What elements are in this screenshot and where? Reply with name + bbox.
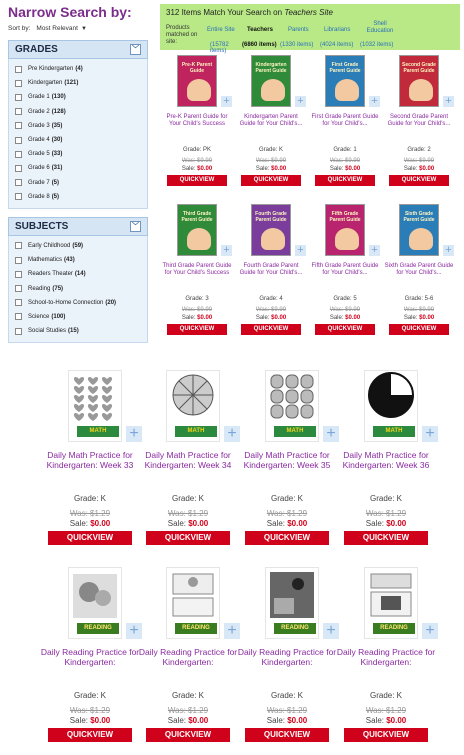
facet-option[interactable] — [15, 90, 141, 104]
product-cover-image[interactable] — [68, 370, 122, 442]
facet-option-count: (4) — [75, 66, 83, 73]
quickview-button[interactable]: QUICKVIEW — [315, 175, 375, 186]
worksheet-illustration — [365, 371, 417, 429]
product-was-price: Was: $1.29 — [266, 706, 308, 715]
product-cover-image[interactable] — [399, 55, 439, 107]
facet-option-count: (31) — [51, 165, 63, 172]
product-cover-image[interactable] — [364, 567, 418, 639]
checkbox[interactable] — [15, 285, 22, 292]
worksheet-illustration — [69, 371, 121, 429]
audience-count: (6860 items) — [242, 42, 277, 48]
checkbox[interactable] — [15, 137, 22, 144]
product-title-link[interactable]: Daily Math Practice for Kindergarten: Week 36 — [342, 450, 430, 470]
sale-value: $0.00 — [90, 519, 111, 528]
add-to-list-icon[interactable]: + — [126, 623, 142, 639]
checkbox[interactable] — [15, 151, 22, 158]
grades-facet-title: GRADES — [15, 44, 58, 55]
quickview-button[interactable]: QUICKVIEW — [315, 324, 375, 335]
facet-option-count: (130) — [51, 94, 66, 101]
product-was-price: Was: $1.29 — [69, 706, 111, 715]
facet-option-label: Grade 5 — [28, 151, 50, 158]
checkbox[interactable] — [15, 313, 22, 320]
audience-count[interactable]: (15782 items) — [210, 42, 229, 54]
facet-option-count: (5) — [51, 179, 60, 186]
product-cover-image[interactable] — [251, 204, 291, 256]
facet-option[interactable] — [15, 281, 141, 295]
product-title-link[interactable]: Daily Reading Practice for Kindergarten: — [336, 647, 436, 667]
audience-count[interactable]: (4024 items) — [320, 42, 354, 48]
facet-option[interactable] — [15, 76, 141, 90]
product-cover-image[interactable] — [251, 55, 291, 107]
product-title-link[interactable]: Daily Math Practice for Kindergarten: Week 34 — [144, 450, 232, 470]
sort-by-label: Sort by: — [8, 25, 31, 32]
narrow-search-sidebar — [8, 4, 148, 343]
subject-badge: READING — [77, 623, 119, 634]
product-cover-image[interactable] — [177, 204, 217, 256]
facet-option-label: Early Childhood — [28, 242, 71, 249]
product-sale-price — [310, 166, 380, 172]
facet-option-label: Pre Kindergarten — [28, 66, 74, 73]
facet-option-count: (43) — [64, 257, 75, 264]
facet-option-count: (5) — [51, 193, 60, 200]
quickview-button[interactable]: QUICKVIEW — [389, 324, 449, 335]
product-cover-image[interactable] — [68, 567, 122, 639]
facet-option-label: Reading — [28, 285, 51, 292]
product-was-price: Was: $1.29 — [69, 509, 111, 518]
add-to-list-icon[interactable]: + — [221, 96, 232, 107]
quickview-button[interactable]: QUICKVIEW — [344, 728, 428, 742]
sale-label: Sale: — [181, 315, 198, 321]
add-to-list-icon[interactable]: + — [323, 426, 339, 442]
cover-title: First Grade Parent Guide — [329, 62, 361, 74]
sale-value: $0.00 — [386, 716, 407, 725]
sale-value: $0.00 — [197, 166, 213, 172]
product-title-link[interactable]: Third Grade Parent Guide for Your Child's Success — [162, 263, 232, 276]
facet-option-label: Grade 1 — [28, 94, 50, 101]
quickview-button[interactable]: QUICKVIEW — [241, 324, 301, 335]
sale-value: $0.00 — [345, 315, 361, 321]
product-was-price: Was: $1.29 — [365, 706, 407, 715]
product-title-link[interactable]: Fourth Grade Parent Guide for Your Child's... — [239, 263, 303, 276]
product-title-link[interactable]: Daily Reading Practice for Kindergarten: — [40, 647, 140, 667]
product-grade: Grade: 5 — [333, 296, 357, 302]
facet-option[interactable] — [15, 296, 141, 310]
cover-title: Third Grade Parent Guide — [181, 211, 213, 223]
add-to-list-icon[interactable]: + — [422, 623, 438, 639]
product-was-price: Was: $9.99 — [181, 307, 213, 313]
facet-option-label: Grade 4 — [28, 137, 50, 144]
checkbox[interactable] — [15, 179, 22, 186]
worksheet-illustration — [266, 371, 318, 429]
product-title-link[interactable]: Daily Math Practice for Kindergarten: Week 33 — [46, 450, 134, 470]
sale-value: $0.00 — [287, 519, 308, 528]
audience-tab[interactable]: Librarians — [324, 27, 351, 33]
quickview-button[interactable]: QUICKVIEW — [48, 728, 132, 742]
product-grade: Grade: K — [258, 147, 283, 153]
product-grade: Grade: 4 — [259, 296, 283, 302]
facet-option-label: School-to-Home Connection — [28, 299, 104, 306]
subject-badge: MATH — [274, 426, 316, 437]
sale-label: Sale: — [365, 519, 387, 528]
facet-option-count: (128) — [51, 108, 66, 115]
product-sale-price — [162, 315, 232, 321]
subject-badge: MATH — [77, 426, 119, 437]
facet-option-label: Grade 7 — [28, 179, 50, 186]
subjects-facet-title: SUBJECTS — [15, 220, 69, 232]
grades-facet-list — [8, 59, 148, 209]
facet-option[interactable] — [15, 267, 141, 281]
quickview-button[interactable]: QUICKVIEW — [389, 175, 449, 186]
facet-option[interactable] — [15, 190, 141, 204]
checkbox[interactable] — [15, 94, 22, 101]
product-sale-price — [237, 519, 337, 528]
quickview-button[interactable]: QUICKVIEW — [48, 531, 132, 545]
product-title-link[interactable]: First Grade Parent Guide for Your Child's... — [311, 114, 379, 127]
sale-value: $0.00 — [90, 716, 111, 725]
sale-label: Sale: — [365, 716, 387, 725]
product-was-price: Was: $1.29 — [365, 509, 407, 518]
add-to-list-icon[interactable]: + — [323, 623, 339, 639]
product-grade: Grade: PK — [182, 147, 211, 153]
product-title-link[interactable]: Kindergarten Parent Guide for Your Child's... — [239, 114, 303, 127]
child-photo — [409, 79, 433, 101]
sort-by-row — [8, 25, 148, 32]
product-grade: Grade: K — [73, 691, 106, 700]
product-cover-image[interactable] — [166, 370, 220, 442]
child-photo — [335, 79, 359, 101]
match-headline — [166, 8, 333, 17]
facet-option[interactable] — [15, 119, 141, 133]
product-cover-image[interactable] — [325, 204, 365, 256]
checkbox[interactable] — [15, 66, 22, 73]
facet-option[interactable] — [15, 239, 141, 253]
facet-option[interactable] — [15, 147, 141, 161]
facet-option-label: Social Studies — [28, 328, 67, 335]
quickview-button[interactable]: QUICKVIEW — [241, 175, 301, 186]
product-grade: Grade: K — [171, 494, 204, 503]
product-sale-price — [236, 166, 306, 172]
facet-option-count: (75) — [52, 285, 64, 292]
product-cover-image[interactable] — [399, 204, 439, 256]
product-was-price: Was: $9.99 — [329, 307, 361, 313]
sale-label: Sale: — [69, 519, 91, 528]
facet-option[interactable] — [15, 62, 141, 76]
checkbox[interactable] — [15, 122, 22, 129]
facet-option[interactable] — [15, 133, 141, 147]
sale-label: Sale: — [167, 716, 189, 725]
facet-option-label: Grade 2 — [28, 108, 50, 115]
child-photo — [409, 228, 433, 250]
product-sale-price — [237, 716, 337, 725]
product-was-price: Was: $9.99 — [181, 158, 213, 164]
facet-option-count: (20) — [105, 299, 117, 306]
sale-label: Sale: — [403, 166, 420, 172]
product-was-price: Was: $9.99 — [329, 158, 361, 164]
product-cover-image[interactable] — [265, 370, 319, 442]
checkbox[interactable] — [15, 271, 22, 278]
product-sale-price — [336, 519, 436, 528]
facet-option-count: (30) — [51, 137, 63, 144]
subject-badge: READING — [175, 623, 217, 634]
sale-label: Sale: — [167, 519, 189, 528]
child-photo — [187, 228, 211, 250]
chevron-down-icon[interactable]: ﹀ — [132, 222, 139, 230]
quickview-button[interactable]: QUICKVIEW — [146, 728, 230, 742]
checkbox[interactable] — [15, 242, 22, 249]
product-cover-image[interactable] — [166, 567, 220, 639]
subjects-facet-header[interactable] — [8, 217, 148, 236]
product-sale-price — [138, 716, 238, 725]
product-title-link[interactable]: Fifth Grade Parent Guide for Your Child's... — [311, 263, 379, 276]
audience-tab[interactable]: Shell Education — [366, 21, 394, 34]
worksheet-illustration — [69, 568, 121, 626]
checkbox[interactable] — [15, 80, 22, 87]
facet-option-label: Grade 6 — [28, 165, 50, 172]
product-cover-image[interactable] — [325, 55, 365, 107]
sort-by-value: Most Relevant — [36, 25, 78, 32]
cover-title: Second Grade Parent Guide — [402, 62, 436, 74]
sale-value: $0.00 — [345, 166, 361, 172]
product-sale-price — [138, 519, 238, 528]
cover-title: Kindergarten Parent Guide — [255, 62, 287, 74]
product-was-price: Was: $9.99 — [255, 158, 287, 164]
audience-count[interactable]: (1330 items) — [280, 42, 314, 48]
product-sale-price — [40, 519, 140, 528]
narrow-search-title: Narrow Search by: — [8, 4, 132, 20]
product-was-price: Was: $1.29 — [167, 509, 209, 518]
facet-option-count: (15) — [68, 328, 79, 335]
worksheet-illustration — [167, 371, 219, 429]
sale-label: Sale: — [329, 166, 346, 172]
add-to-list-icon[interactable]: + — [443, 96, 454, 107]
subjects-facet-list — [8, 236, 148, 343]
quickview-button[interactable]: QUICKVIEW — [167, 324, 227, 335]
product-title-link[interactable]: Sixth Grade Parent Guide for Your Child's... — [384, 263, 454, 276]
product-grade: Grade: K — [369, 691, 402, 700]
facet-option[interactable] — [15, 105, 141, 119]
product-grade: Grade: K — [270, 494, 303, 503]
facet-option[interactable] — [15, 253, 141, 267]
add-to-list-icon[interactable]: + — [295, 96, 306, 107]
product-sale-price — [40, 716, 140, 725]
cover-title: Fifth Grade Parent Guide — [329, 211, 361, 223]
product-sale-price — [310, 315, 380, 321]
facet-option-count: (14) — [74, 271, 86, 278]
sale-value: $0.00 — [197, 315, 213, 321]
product-title-link[interactable]: Second Grade Parent Guide for Your Child's... — [387, 114, 451, 127]
sale-label: Sale: — [255, 315, 272, 321]
product-grade: Grade: K — [171, 691, 204, 700]
product-grade: Grade: 3 — [185, 296, 209, 302]
sale-value: $0.00 — [188, 519, 209, 528]
sale-value: $0.00 — [419, 315, 435, 321]
facet-option[interactable] — [15, 176, 141, 190]
quickview-button[interactable]: QUICKVIEW — [344, 531, 428, 545]
checkbox[interactable] — [15, 299, 22, 306]
sale-label: Sale: — [403, 315, 420, 321]
facet-option-label: Grade 3 — [28, 122, 50, 129]
sort-by-select[interactable] — [36, 25, 87, 32]
product-sale-price — [162, 166, 232, 172]
checkbox[interactable] — [15, 108, 22, 115]
quickview-button[interactable]: QUICKVIEW — [245, 728, 329, 742]
subject-badge: READING — [274, 623, 316, 634]
product-sale-price — [236, 315, 306, 321]
audience-tab[interactable]: Entire Site — [207, 27, 235, 33]
add-to-list-icon[interactable]: + — [221, 245, 232, 256]
sale-label: Sale: — [266, 716, 288, 725]
match-site-name: Teachers Site — [284, 8, 333, 17]
facet-option-count: (59) — [72, 242, 84, 249]
product-grade: Grade: K — [73, 494, 106, 503]
quickview-button[interactable]: QUICKVIEW — [245, 531, 329, 545]
facet-option[interactable] — [15, 161, 141, 175]
cover-title: Sixth Grade Parent Guide — [403, 211, 435, 223]
checkbox[interactable] — [15, 193, 22, 200]
facet-option-count: (100) — [51, 313, 66, 320]
facet-option-label: Science — [28, 313, 50, 320]
worksheet-illustration — [167, 568, 219, 626]
sale-value: $0.00 — [271, 166, 287, 172]
product-title-link[interactable]: Daily Reading Practice for Kindergarten: — [138, 647, 238, 667]
product-sale-price — [384, 166, 454, 172]
add-to-list-icon[interactable]: + — [126, 426, 142, 442]
cover-title: Fourth Grade Parent Guide — [255, 211, 287, 223]
sale-label: Sale: — [69, 716, 91, 725]
grades-facet-header[interactable] — [8, 40, 148, 59]
cover-title: Pre-K Parent Guide — [181, 62, 213, 74]
subject-badge: MATH — [175, 426, 217, 437]
subject-badge: MATH — [373, 426, 415, 437]
product-sale-price — [336, 716, 436, 725]
chevron-down-icon[interactable]: ﹀ — [132, 46, 139, 53]
product-cover-image[interactable] — [364, 370, 418, 442]
sale-label: Sale: — [266, 519, 288, 528]
product-grade: Grade: K — [270, 691, 303, 700]
product-grade: Grade: 2 — [407, 147, 431, 153]
facet-option-count: (35) — [51, 122, 63, 129]
child-photo — [261, 228, 285, 250]
sale-value: $0.00 — [271, 315, 287, 321]
product-cover-image[interactable] — [177, 55, 217, 107]
facet-option-label: Kindergarten — [28, 80, 63, 87]
facet-option[interactable] — [15, 324, 141, 338]
add-to-list-icon[interactable]: + — [443, 245, 454, 256]
facet-option-label: Readers Theater — [28, 271, 73, 278]
product-title-link[interactable]: Pre-K Parent Guide for Your Child's Success — [166, 114, 228, 127]
add-to-list-icon[interactable]: + — [224, 426, 240, 442]
sale-label: Sale: — [329, 315, 346, 321]
child-photo — [187, 79, 211, 101]
product-was-price: Was: $1.29 — [266, 509, 308, 518]
caret-down-icon: ▼ — [80, 25, 87, 32]
checkbox[interactable] — [15, 165, 22, 172]
audience-count[interactable]: (1032 items) — [360, 42, 394, 48]
audience-tab[interactable]: Parents — [288, 27, 309, 33]
add-to-list-icon[interactable]: + — [369, 245, 380, 256]
product-title-link[interactable]: Daily Reading Practice for Kindergarten: — [237, 647, 337, 667]
sale-value: $0.00 — [419, 166, 435, 172]
worksheet-illustration — [266, 568, 318, 626]
products-matched-label: Products matched on site: — [166, 25, 198, 45]
sale-value: $0.00 — [188, 716, 209, 725]
sale-value: $0.00 — [386, 519, 407, 528]
subject-badge: READING — [373, 623, 415, 634]
sale-label: Sale: — [255, 166, 272, 172]
checkbox[interactable] — [15, 328, 22, 335]
add-to-list-icon[interactable]: + — [295, 245, 306, 256]
product-cover-image[interactable] — [265, 567, 319, 639]
checkbox[interactable] — [15, 257, 22, 264]
product-title-link[interactable]: Daily Math Practice for Kindergarten: Week 35 — [243, 450, 331, 470]
facet-option-label: Grade 8 — [28, 193, 50, 200]
search-match-bar — [160, 4, 460, 54]
product-grade: Grade: 1 — [333, 147, 357, 153]
quickview-button[interactable]: QUICKVIEW — [146, 531, 230, 545]
child-photo — [335, 228, 359, 250]
product-grade: Grade: 5-6 — [404, 296, 434, 302]
facet-option-count: (33) — [51, 151, 63, 158]
facet-option-label: Mathematics — [28, 257, 63, 264]
product-was-price: Was: $9.99 — [403, 158, 435, 164]
product-was-price: Was: $1.29 — [167, 706, 209, 715]
audience-tab[interactable]: Teachers — [247, 27, 273, 33]
facet-option-count: (121) — [64, 80, 79, 87]
child-photo — [261, 79, 285, 101]
product-was-price: Was: $9.99 — [403, 307, 435, 313]
add-to-list-icon[interactable]: + — [422, 426, 438, 442]
product-sale-price — [384, 315, 454, 321]
product-was-price: Was: $9.99 — [255, 307, 287, 313]
worksheet-illustration — [365, 568, 417, 626]
add-to-list-icon[interactable]: + — [369, 96, 380, 107]
sale-value: $0.00 — [287, 716, 308, 725]
add-to-list-icon[interactable]: + — [224, 623, 240, 639]
facet-option[interactable] — [15, 310, 141, 324]
sale-label: Sale: — [181, 166, 198, 172]
quickview-button[interactable]: QUICKVIEW — [167, 175, 227, 186]
match-count-text: 312 Items Match Your Search on — [166, 8, 283, 17]
product-grade: Grade: K — [369, 494, 402, 503]
